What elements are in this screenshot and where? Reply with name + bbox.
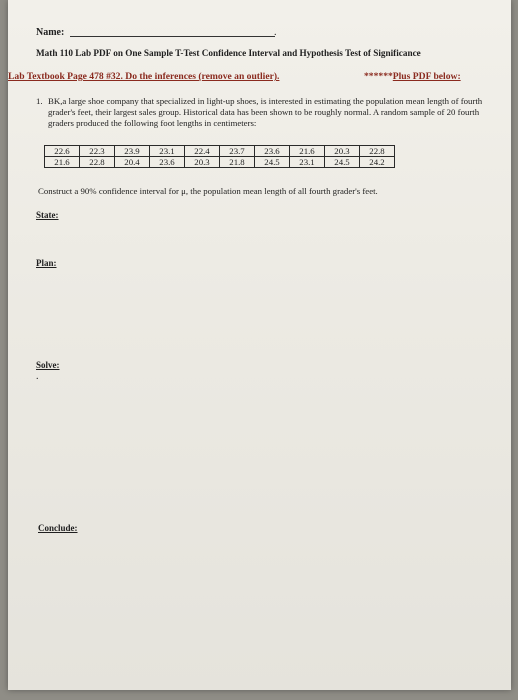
table-row [45,146,395,157]
name-trailing-dot: . [274,27,277,38]
data-cell: 23.7 [220,146,255,157]
worksheet-page [8,0,511,690]
data-cell: 24.2 [360,157,395,168]
data-cell: 23.6 [150,157,185,168]
problem-text: BK,a large shoe company that specialized in light-up shoes, is interested in estimating the population mean length of fourth grader's feet, their largest sales group. Historical data has been shown to be roughly normal. A random sample of 20 fourth graders produced the following foot lengths in centimeters: [48,96,483,128]
data-cell: 24.5 [255,157,290,168]
data-cell: 24.5 [325,157,360,168]
data-cell: 22.8 [80,157,115,168]
data-cell: 21.6 [290,146,325,157]
name-blank-line[interactable] [70,36,275,37]
state-heading: State: [36,210,59,220]
lab-textbook-link[interactable]: Lab Textbook Page 478 #32. Do the inferences (remove an outlier). [8,71,280,82]
data-cell: 21.6 [45,157,80,168]
plus-stars: ****** [364,71,393,82]
foot-length-data-table [44,145,395,168]
problem-number: 1. [36,96,43,106]
name-label: Name: [36,27,65,38]
plus-pdf-note [364,71,461,82]
data-cell: 23.1 [290,157,325,168]
plan-heading: Plan: [36,258,57,268]
problem-statement [36,96,486,129]
data-cell: 21.8 [220,157,255,168]
data-cell: 22.6 [45,146,80,157]
table-row [45,157,395,168]
conclude-heading: Conclude: [38,523,78,533]
data-cell: 20.3 [185,157,220,168]
data-cell: 22.4 [185,146,220,157]
data-cell: 20.4 [115,157,150,168]
solve-dot: . [36,371,39,382]
construct-instruction: Construct a 90% confidence interval for μ, the population mean length of all fourth grader's feet. [38,186,378,196]
data-cell: 23.9 [115,146,150,157]
solve-heading: Solve: [36,360,60,370]
worksheet-title: Math 110 Lab PDF on One Sample T-Test Confidence Interval and Hypothesis Test of Significance [36,48,421,58]
data-cell: 22.8 [360,146,395,157]
data-cell: 23.6 [255,146,290,157]
plus-pdf-text: Plus PDF below: [392,71,461,82]
data-cell: 22.3 [80,146,115,157]
data-cell: 20.3 [325,146,360,157]
data-cell: 23.1 [150,146,185,157]
